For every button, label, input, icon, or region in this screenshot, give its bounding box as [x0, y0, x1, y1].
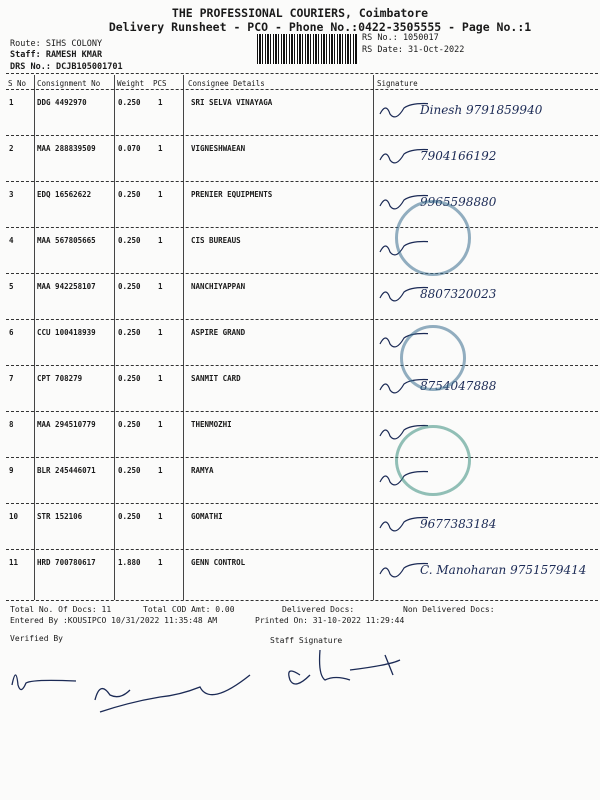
consignee-name: SRI SELVA VINAYAGA: [191, 98, 273, 107]
consignee-name: NANCHIYAPPAN: [191, 282, 246, 291]
pcs: 1: [158, 512, 163, 521]
consignee-name: GENN CONTROL: [191, 558, 246, 567]
row-divider: [6, 457, 598, 458]
consignee-name: SANMIT CARD: [191, 374, 241, 383]
signature-note: 7904166192: [420, 149, 497, 163]
signature-scribble: [378, 278, 428, 308]
consignment-number: HRD 700780617: [37, 558, 96, 567]
signature-scribble: [378, 140, 428, 170]
rs-date: RS Date: 31-Oct-2022: [362, 45, 465, 55]
verified-by-label: Verified By: [10, 634, 63, 643]
consignment-number: BLR 245446071: [37, 466, 96, 475]
printed-on: Printed On: 31-10-2022 11:29:44: [255, 616, 405, 625]
consignment-number: MAA 288839509: [37, 144, 96, 153]
handwritten-signatures: [0, 640, 600, 740]
weight: 0.250: [118, 190, 141, 199]
signature-note: Dinesh 9791859940: [420, 103, 543, 117]
consignment-number: EDQ 16562622: [37, 190, 92, 199]
col-weight: Weight: [117, 79, 145, 88]
row-divider: [6, 319, 598, 320]
consignee-name: ASPIRE GRAND: [191, 328, 246, 337]
consignment-number: DDG 4492970: [37, 98, 87, 107]
route: Route: SIHS COLONY: [10, 39, 103, 49]
serial-number: 11: [9, 558, 19, 567]
consignee-name: RAMYA: [191, 466, 214, 475]
serial-number: 5: [9, 282, 14, 291]
row-divider: [6, 135, 598, 136]
signature-scribble: [378, 508, 428, 538]
rs-number: RS No.: 1050017: [362, 33, 439, 43]
weight: 1.880: [118, 558, 141, 567]
pcs: 1: [158, 420, 163, 429]
weight: 0.250: [118, 420, 141, 429]
col-sno: S No: [8, 79, 27, 88]
pcs: 1: [158, 282, 163, 291]
row-divider: [6, 503, 598, 504]
company-stamp: [395, 200, 471, 276]
total-docs: Total No. Of Docs: 11: [10, 605, 112, 614]
col-consignee: Consignee Details: [188, 79, 265, 88]
weight: 0.250: [118, 466, 141, 475]
consignment-number: MAA 567805665: [37, 236, 96, 245]
delivered-docs: Delivered Docs:: [282, 605, 355, 614]
col-signature: Signature: [377, 79, 418, 88]
signature-note: 8807320023: [420, 287, 497, 301]
row-divider: [6, 227, 598, 228]
col-pcs: PCS: [153, 79, 167, 88]
row-divider: [6, 549, 598, 550]
weight: 0.250: [118, 282, 141, 291]
serial-number: 8: [9, 420, 14, 429]
signature-note: C. Manoharan 9751579414: [420, 563, 587, 577]
company-stamp: [395, 425, 471, 496]
signature-note: 9677383184: [420, 517, 497, 531]
signature-scribble: [378, 554, 428, 584]
signature-note: 8754047888: [420, 379, 497, 393]
row-divider: [6, 365, 598, 366]
staff: Staff: RAMESH KMAR: [10, 50, 103, 60]
serial-number: 7: [9, 374, 14, 383]
weight: 0.250: [118, 374, 141, 383]
consignment-number: CPT 708279: [37, 374, 83, 383]
serial-number: 1: [9, 98, 14, 107]
serial-number: 9: [9, 466, 14, 475]
consignment-number: MAA 294510779: [37, 420, 96, 429]
weight: 0.250: [118, 328, 141, 337]
pcs: 1: [158, 98, 163, 107]
total-cod: Total COD Amt: 0.00: [143, 605, 235, 614]
weight: 0.250: [118, 98, 141, 107]
signature-note: 9965598880: [420, 195, 497, 209]
serial-number: 4: [9, 236, 14, 245]
barcode: [257, 34, 357, 64]
pcs: 1: [158, 190, 163, 199]
consignment-number: CCU 100418939: [37, 328, 96, 337]
company-stamp: [400, 325, 466, 391]
pcs: 1: [158, 144, 163, 153]
pcs: 1: [158, 466, 163, 475]
serial-number: 6: [9, 328, 14, 337]
pcs: 1: [158, 558, 163, 567]
pcs: 1: [158, 328, 163, 337]
row-divider: [6, 89, 598, 90]
col-consignment: Consignment No: [37, 79, 101, 88]
staff-signature-label: Staff Signature: [270, 636, 343, 645]
non-delivered-docs: Non Delivered Docs:: [403, 605, 495, 614]
consignment-number: STR 152106: [37, 512, 83, 521]
entered-by: Entered By :KOUSIPCO 10/31/2022 11:35:48 AM: [10, 616, 218, 625]
weight: 0.250: [118, 236, 141, 245]
consignee-name: VIGNESHWAEAN: [191, 144, 246, 153]
serial-number: 10: [9, 512, 19, 521]
consignee-name: CIS BUREAUS: [191, 236, 241, 245]
signature-scribble: [378, 94, 428, 124]
serial-number: 3: [9, 190, 14, 199]
runsheet-subtitle: Delivery Runsheet - PCO - Phone No.:0422-3505555 - Page No.:1: [108, 20, 532, 34]
serial-number: 2: [9, 144, 14, 153]
row-divider: [6, 273, 598, 274]
consignee-name: THENMOZHI: [191, 420, 232, 429]
company-title: THE PROFESSIONAL COURIERS, Coimbatore: [171, 6, 429, 20]
drs-number: DRS No.: DCJB105001701: [10, 62, 123, 72]
row-divider: [6, 181, 598, 182]
consignment-number: MAA 942258107: [37, 282, 96, 291]
row-divider: [6, 411, 598, 412]
consignee-name: PRENIER EQUIPMENTS: [191, 190, 273, 199]
consignee-name: GOMATHI: [191, 512, 223, 521]
weight: 0.250: [118, 512, 141, 521]
pcs: 1: [158, 374, 163, 383]
pcs: 1: [158, 236, 163, 245]
weight: 0.070: [118, 144, 141, 153]
